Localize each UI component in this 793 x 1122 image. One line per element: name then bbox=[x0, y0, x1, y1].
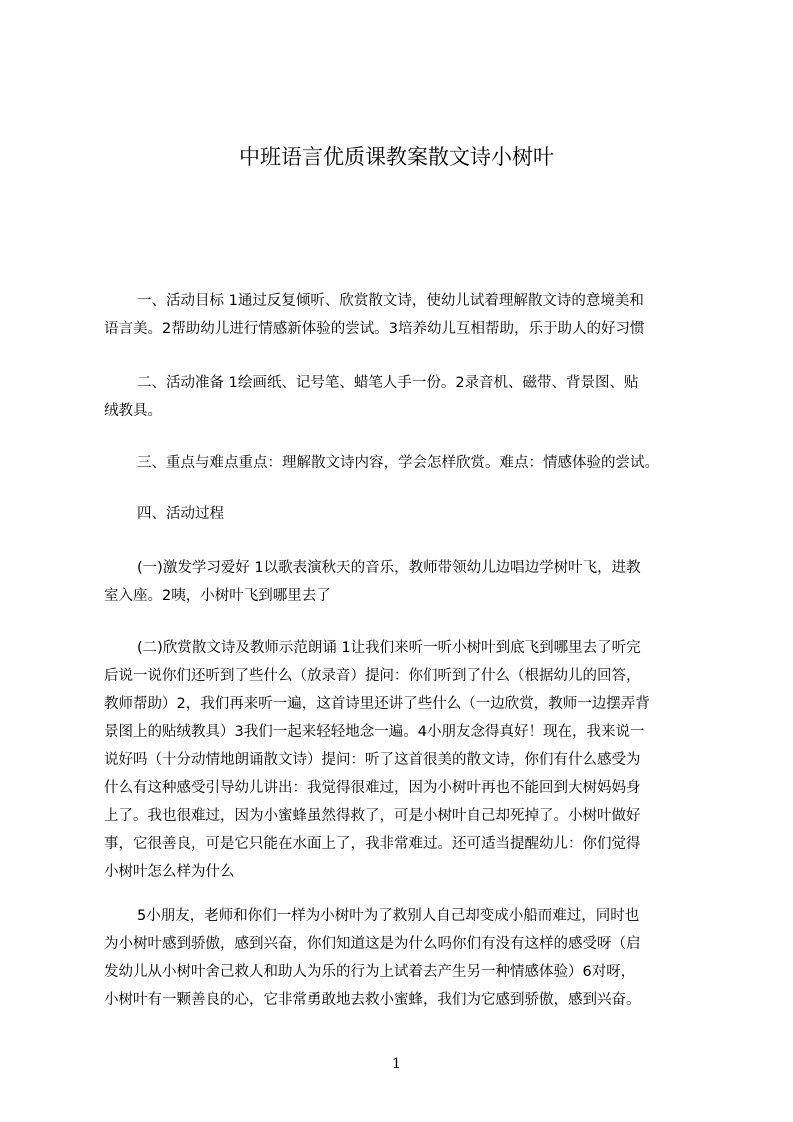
paragraph-step-2 bbox=[104, 634, 698, 886]
paragraph-line: 为小树叶感到骄傲，感到兴奋，你们知道这是为什么吗你们有没有这样的感受呀（启 bbox=[104, 936, 641, 952]
paragraph-line: 上了。我也很难过，因为小蜜蜂虽然得救了，可是小树叶自己却死掉了。小树叶做好 bbox=[104, 808, 641, 824]
paragraph-line: 室入座。2咦，小树叶飞到哪里去了 bbox=[104, 588, 331, 604]
paragraph-step-1 bbox=[104, 554, 698, 610]
paragraph-step-5 bbox=[104, 902, 698, 1014]
paragraph-line: 绒教具。 bbox=[104, 403, 162, 419]
paragraph-line: 后说一说你们还听到了些什么（放录音）提问：你们听到了什么（根据幼儿的回答， bbox=[104, 668, 641, 684]
paragraph-line: (一)激发学习爱好 1以歌表演秋天的音乐，教师带领幼儿边唱边学树叶飞，进教 bbox=[137, 560, 641, 576]
page-number: 1 bbox=[392, 1056, 401, 1072]
paragraph-line: 三、重点与难点重点：理解散文诗内容，学会怎样欣赏。难点：情感体验的尝试。 bbox=[137, 455, 659, 471]
paragraph-line: 事，它很善良，可是它只能在水面上了，我非常难过。还可适当提醒幼儿：你们觉得 bbox=[104, 836, 641, 852]
paragraph-line: 小树叶怎么样为什么 bbox=[104, 864, 235, 880]
paragraph-line: 语言美。2帮助幼儿进行情感新体验的尝试。3培养幼儿互相帮助，乐于助人的好习惯 bbox=[104, 321, 645, 337]
paragraph-line: 教师帮助）2，我们再来听一遍，这首诗里还讲了些什么（一边欣赏，教师一边摆弄背 bbox=[104, 696, 650, 712]
paragraph-key-points bbox=[104, 449, 698, 477]
paragraph-line: 景图上的贴绒教具）3我们一起来轻轻地念一遍。4小朋友念得真好！现在，我来说一 bbox=[104, 724, 645, 740]
paragraph-line: 小树叶有一颗善良的心，它非常勇敢地去救小蜜蜂，我们为它感到骄傲，感到兴奋。 bbox=[104, 992, 641, 1008]
paragraph-line: (二)欣赏散文诗及教师示范朗诵 1让我们来听一听小树叶到底飞到哪里去了听完 bbox=[137, 640, 641, 656]
paragraph-goals bbox=[104, 287, 698, 343]
section-heading: 四、活动过程 bbox=[137, 506, 224, 522]
paragraph-line: 说好吗（十分动情地朗诵散文诗）提问：听了这首很美的散文诗，你们有什么感受为 bbox=[104, 752, 641, 768]
paragraph-line: 5小朋友，老师和你们一样为小树叶为了救别人自己却变成小船而难过，同时也 bbox=[137, 908, 640, 924]
paragraph-preparation bbox=[104, 369, 698, 425]
paragraph-line: 二、活动准备 1绘画纸、记号笔、蜡笔人手一份。2录音机、磁带、背景图、贴 bbox=[137, 375, 639, 391]
paragraph-line: 发幼儿从小树叶舍己救人和助人为乐的行为上试着去产生另一种情感体验）6对呀， bbox=[104, 964, 636, 980]
paragraph-line: 什么有这种感受引导幼儿讲出：我觉得很难过，因为小树叶再也不能回到大树妈妈身 bbox=[104, 780, 641, 796]
paragraph-process-heading bbox=[104, 500, 698, 528]
page-title: 中班语言优质课教案散文诗小树叶 bbox=[239, 145, 554, 169]
paragraph-line: 一、活动目标 1通过反复倾听、欣赏散文诗，使幼儿试着理解散文诗的意境美和 bbox=[137, 293, 644, 309]
